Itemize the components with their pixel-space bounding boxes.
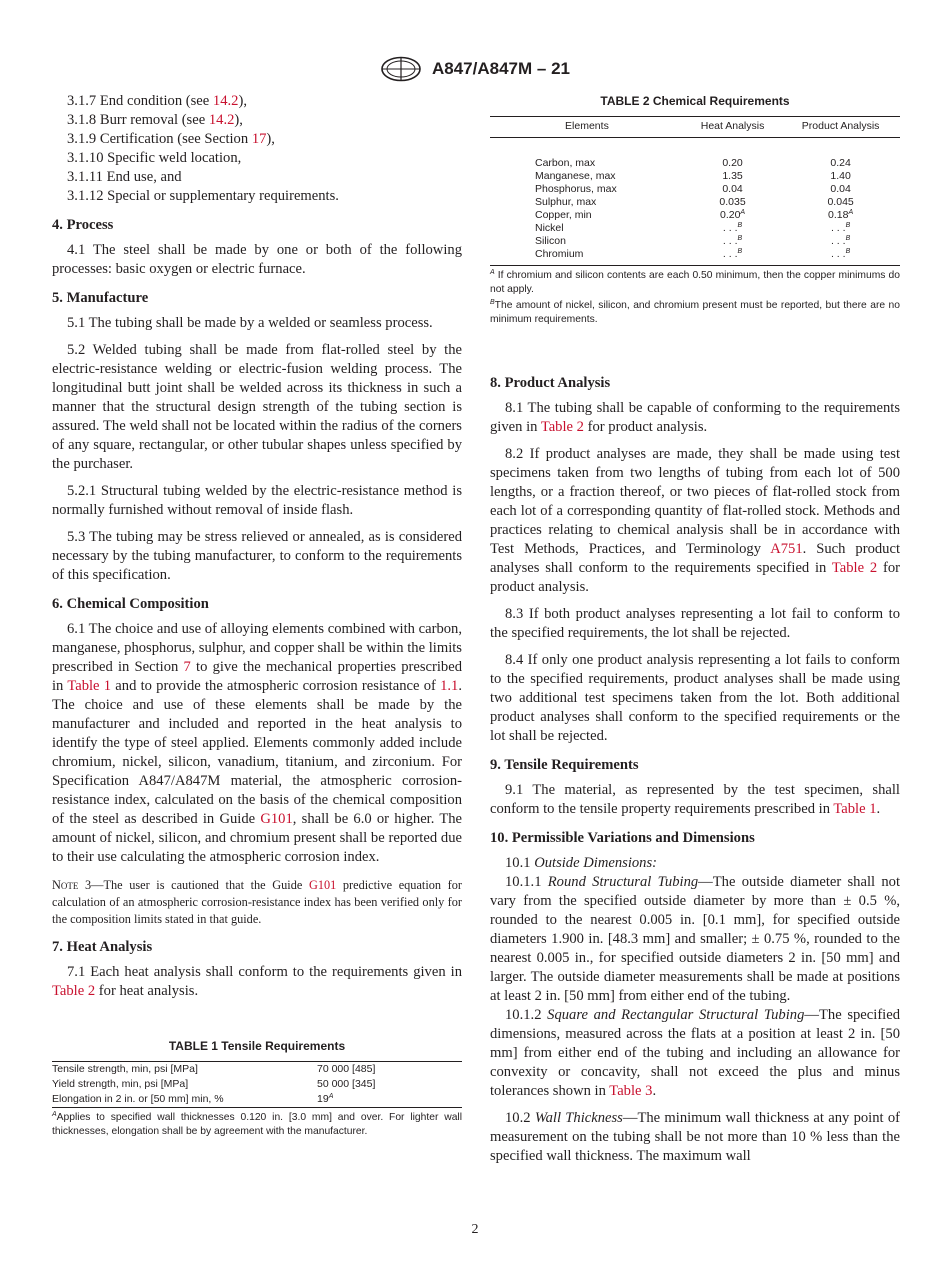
paragraph: 5.2.1 Structural tubing welded by the electric-resistance method is normally furnished without removal of inside flash. [52,483,462,518]
section-heading: 4. Process [52,217,114,233]
section-heading: 6. Chemical Composition [52,596,209,612]
paragraph: 8.3 If both product analyses representing a lot fail to conform to the specified requirements, the lot shall be rejected. [490,606,900,641]
table-header-row [490,117,900,138]
paragraph: 4.1 The steel shall be made by one or both of the following processes: basic oxygen or electric furnace. [52,242,462,277]
standard-link[interactable]: G101 [308,878,337,892]
paragraph: 8.4 If only one product analysis representing a lot fails to conform to the specified requirements, product analyses shall be made using two additional test specimens taken from the lot. Both additional product analyses shall conform to the specified requirements or the lot shall be rejected. [490,652,900,744]
note: Note 3—The user is cautioned that the Guide G101 predictive equation for calculation of an atmospheric corrosion-resistance index has been verified only for the composition limits stated in that guide. [52,878,462,926]
paragraph: 8.2 If product analyses are made, they shall be made using test specimens taken from two lengths of tubing from each lot of 500 lengths, or a fraction thereof, or two pieces of flat-rolled stock from each lot of a corresponding quantity of flat-rolled stock. Methods and practices relating to chemical analysis shall be in accordance with Test Methods, Practices, and Terminology A751. Such product analyses shall conform to the requirements specified in Table 2 for product analysis. [490,446,901,595]
table-row: Manganese, max 1.35 1.40 [535,170,851,182]
chemical-requirements-table [490,116,900,266]
list-item: 3.1.12 Special or supplementary requirements. [67,188,339,204]
table-link[interactable]: Table 1 [833,801,877,817]
column-header: Heat Analysis [684,117,781,138]
list-item: 3.1.7 End condition (see 14.2), [67,93,247,109]
astm-logo-icon [380,56,422,82]
table-row: Nickel . . .$^B$ . . .$^B$ [535,222,851,234]
table-row: Sulphur, max 0.035 0.045 [535,196,854,208]
table-footnote: $^B$The amount of nickel, silicon, and chromium present must be reported, but there are no minimum requirements. [490,299,900,325]
table-row: Copper, min $0.20^A$ $0.18^A$ [535,209,854,221]
standard-link[interactable]: A751 [770,541,803,557]
page-header [0,56,950,82]
paragraph: 5.1 The tubing shall be made by a welded or seamless process. [67,315,433,331]
list-item: 3.1.10 Specific weld location, [67,150,242,166]
tensile-requirements-table [52,1061,462,1108]
table-row: Carbon, max 0.20 0.24 [535,157,851,169]
section-heading: 10. Permissible Variations and Dimensions [490,830,755,846]
table-cell: Tensile strength, min, psi [MPa] [52,1063,198,1075]
section-heading: 8. Product Analysis [490,375,611,391]
section-link[interactable]: 7 [183,659,191,675]
table-row [52,1077,462,1092]
section-link[interactable]: 17 [251,131,267,147]
list-item: 3.1.9 Certification (see Section 17), [67,131,275,147]
paragraph: 10.1.2 Square and Rectangular Structural Tubing—The specified dimensions, measured across the flats at a position at least 2 in. [50 mm] from either end of the tubing and including an allowance for convexity or concavity, shall not exceed the plus and minus tolerances shown in Table 3. [490,1007,901,1099]
section-link[interactable]: 14.2 [212,93,239,109]
table-link[interactable]: Table 1 [67,678,112,694]
paragraph: 5.3 The tubing may be stress relieved or annealed, as is considered necessary by the tubing manufacturer, to conform to the requirements of this specification. [52,529,462,583]
paragraph: 5.2 Welded tubing shall be made from flat-rolled steel by the electric-resistance welding or electric-fusion welding process. The longitudinal butt joint shall be welded across its thickness in such a manner that the structural design strength of the tubing section is assured. The weld shall not be located within the radius of the corners of any square, rectangular, or other tubular shapes unless specified by the purchaser. [52,342,462,472]
table-link[interactable]: Table 2 [540,419,584,435]
column-header: Product Analysis [781,117,900,138]
section-heading: 5. Manufacture [52,290,149,306]
paragraph: 10.2 Wall Thickness—The minimum wall thickness at any point of measurement on the tubing shall be not more than 10 % less than the specified wall thickness. The maximum wall [490,1110,901,1164]
section-heading: 9. Tensile Requirements [490,757,639,773]
section-heading: 7. Heat Analysis [52,939,153,955]
list-item: 3.1.11 End use, and [67,169,182,185]
table-row: Silicon . . .$^B$ . . .$^B$ [535,235,851,247]
list-item: 3.1.8 Burr removal (see 14.2), [67,112,243,128]
table-link[interactable]: Table 3 [609,1083,653,1099]
paragraph: 10.1 Outside Dimensions: [505,855,658,871]
table-cell: Yield strength, min, psi [MPa] [52,1078,189,1090]
section-link[interactable]: 14.2 [208,112,235,128]
paragraph: 8.1 The tubing shall be capable of conforming to the requirements given in Table 2 for product analysis. [490,400,900,435]
paragraph: 10.1.1 Round Structural Tubing—The outside diameter shall not vary from the specified outside diameter by more than ± 0.5 %, rounded to the nearest 0.005 in. [0.1 mm], for specified outside diameters 1.900 in. [48.3 mm] and smaller; ± 0.75 %, rounded to the nearest 0.005 in., for specified outside diameters 2 in. [50 mm] and larger. The outside diameter measurements shall be made at positions at least 2 in. [50 mm] from either end of the tubing. [490,874,900,1004]
paragraph: 7.1 Each heat analysis shall conform to the requirements given in Table 2 for heat analysis. [52,964,462,999]
column-header: Elements [490,117,684,138]
table-row: Chromium . . .$^B$ . . .$^B$ [535,248,851,260]
table-row [52,1092,462,1108]
paragraph: 6.1 The choice and use of alloying elements combined with carbon, manganese, phosphorus, sulphur, and copper shall be within the limits prescribed in Section 7 to give the mechanical properties prescribed in Table 1 and to provide the atmospheric corrosion resistance of 1.1. The choice and use of these elements shall be made by the manufacturer and included and reported in the heat analysis to identify the type of steel applied. Elements commonly added include chromium, nickel, silicon, vanadium, titanium, and zirconium. For Specification A847/A847M material, the atmospheric corrosion-resistance index, calculated on the basis of the chemical composition of the steel as described in Guide G101, shall be 6.0 or higher. The amount of nickel, silicon, and chromium present shall be reported due to their use calculating the atmospheric corrosion index. [52,621,463,865]
table-row [52,1062,462,1078]
table-footnote: $^A$Applies to specified wall thicknesses 0.120 in. [3.0 mm] and over. For lighter wall thicknesses, elongation shall be by agreement with the manufacturer. [52,1111,462,1137]
table-row: Phosphorus, max 0.04 0.04 [535,183,851,195]
table-title: TABLE 2 Chemical Requirements [600,94,790,108]
left-column [52,92,462,1138]
right-column [490,92,900,1174]
section-link[interactable]: 1.1 [440,678,459,694]
table-cell: 50 000 [345] [317,1078,376,1090]
table-footnote: $^A$ If chromium and silicon contents are each 0.50 minimum, then the copper minimums do not apply. [490,269,900,295]
table-cell: Elongation in 2 in. or [50 mm] min, % [52,1093,224,1105]
table-title: TABLE 1 Tensile Requirements [168,1039,346,1053]
document-designation: A847/A847M – 21 [432,59,570,78]
table-cell: $19^A$ [317,1093,334,1105]
table-link[interactable]: Table 2 [52,983,96,999]
table-link[interactable]: Table 2 [831,560,878,576]
standard-link[interactable]: G101 [260,811,293,827]
table-cell: 70 000 [485] [317,1063,376,1075]
paragraph: 9.1 The material, as represented by the test specimen, shall conform to the tensile property requirements prescribed in Table 1. [490,782,900,817]
page-number: 2 [471,1222,479,1237]
